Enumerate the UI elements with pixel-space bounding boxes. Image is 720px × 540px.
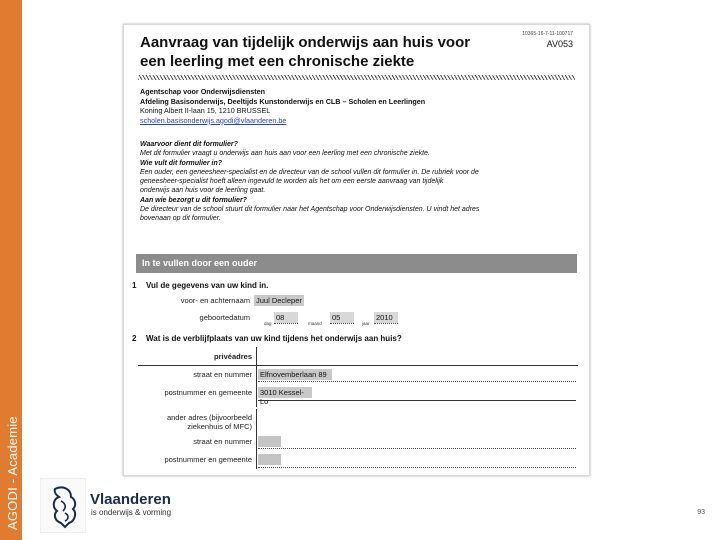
day-hint: dag <box>264 321 272 326</box>
question-1 <box>132 281 268 290</box>
info-heading: Waarvoor dient dit formulier? <box>140 141 238 148</box>
question-number: 2 <box>132 334 137 343</box>
brand-name: Vlaanderen <box>90 491 171 508</box>
postal-field[interactable]: 3010 Kessel-Lo <box>258 387 312 398</box>
street-field[interactable]: Elfnovemberlaan 89 <box>258 369 332 380</box>
column-divider <box>256 347 257 407</box>
row-line <box>138 365 578 366</box>
other-address-label: ander adres (bijvoorbeeld ziekenhuis of MFC) <box>166 413 252 431</box>
info-block <box>140 140 580 224</box>
question-text: Vul de gegevens van uw kind in. <box>146 281 269 290</box>
question-text: Wat is de verblijfplaats van uw kind tijdens het onderwijs aan huis? <box>146 334 402 343</box>
other-postal-field[interactable] <box>258 454 281 465</box>
other-street-label: straat en nummer <box>193 437 252 446</box>
flemish-lion-logo <box>40 478 86 533</box>
year-underline <box>374 323 398 324</box>
street-underline <box>258 381 576 382</box>
private-address-label: privéadres <box>214 352 252 361</box>
day-underline <box>274 323 298 324</box>
other-street-underline <box>258 448 576 449</box>
question-2 <box>132 334 402 343</box>
sidebar-label: AGODI - Academie <box>5 416 20 530</box>
birth-day-field[interactable]: 08 <box>274 312 298 323</box>
info-heading: Aan wie bezorgt u dit formulier? <box>140 196 247 204</box>
sidebar <box>0 0 22 540</box>
birth-year-field[interactable]: 2010 <box>374 312 398 323</box>
sidebar-text-wrap <box>2 350 20 530</box>
info-line: onderwijs aan huis voor de leerling gaat. <box>140 187 266 195</box>
info-line: bovenaan op dit formulier. <box>140 215 221 223</box>
month-hint: maand <box>308 321 322 326</box>
info-line: Een ouder, een geneesheer-specialist en de directeur van de school vullen dit formulier in. De rubriek voor de <box>140 168 479 176</box>
form-id: AV053 <box>546 39 573 49</box>
birthdate-label: geboortedatum <box>199 313 250 322</box>
other-postal-label: postnummer en gemeente <box>164 455 252 464</box>
other-postal-underline <box>258 467 576 468</box>
form-document <box>123 24 590 476</box>
address-line: Agentschap voor Onderwijsdiensten <box>140 87 266 96</box>
month-underline <box>330 323 354 324</box>
page-number: 93 <box>697 509 705 516</box>
form-code: 10365-16-7-11-100717 <box>522 31 573 37</box>
info-line: De directeur van de school stuurt dit formulier naar het Agentschap voor Onderwijsdiensten. U vindt het adres <box>140 206 480 214</box>
address-line: Afdeling Basisonderwijs, Deeltijds Kunstonderwijs en CLB – Scholen en Leerlingen <box>140 96 426 106</box>
info-line: geneesheer-specialist hoeft alleen ingevuld te worden als het om een eerste aanvraag van tijdelijk <box>140 178 444 186</box>
year-hint: jaar <box>362 321 370 326</box>
other-street-field[interactable] <box>258 436 281 447</box>
info-line: Met dit formulier vraagt u onderwijs aan huis aan voor een leerling met een chronische ziekte. <box>140 150 430 158</box>
name-field[interactable]: Juul Decleper <box>254 295 304 306</box>
birth-month-field[interactable]: 05 <box>330 312 354 323</box>
address-line: Koning Albert II-laan 15, 1210 BRUSSEL <box>140 106 271 116</box>
agency-address <box>140 87 425 125</box>
lion-icon <box>41 479 87 534</box>
street-label: straat en nummer <box>193 370 252 379</box>
column-divider <box>256 409 257 469</box>
form-title: Aanvraag van tijdelijk onderwijs aan huis voor een leerling met een chronische ziekte <box>140 34 471 70</box>
name-label: voor- en achternaam <box>180 296 250 305</box>
info-heading: Wie vult dit formulier in? <box>140 159 222 167</box>
section-header: In te vullen door een ouder <box>136 254 577 273</box>
brand-tagline: is onderwijs & vorming <box>91 508 172 517</box>
email-link[interactable]: scholen.basisonderwijs.agodi@vlaanderen.be <box>140 115 287 125</box>
postal-label: postnummer en gemeente <box>164 388 252 397</box>
question-number: 1 <box>132 281 137 290</box>
hatched-separator <box>138 75 575 80</box>
postal-underline <box>258 400 576 401</box>
